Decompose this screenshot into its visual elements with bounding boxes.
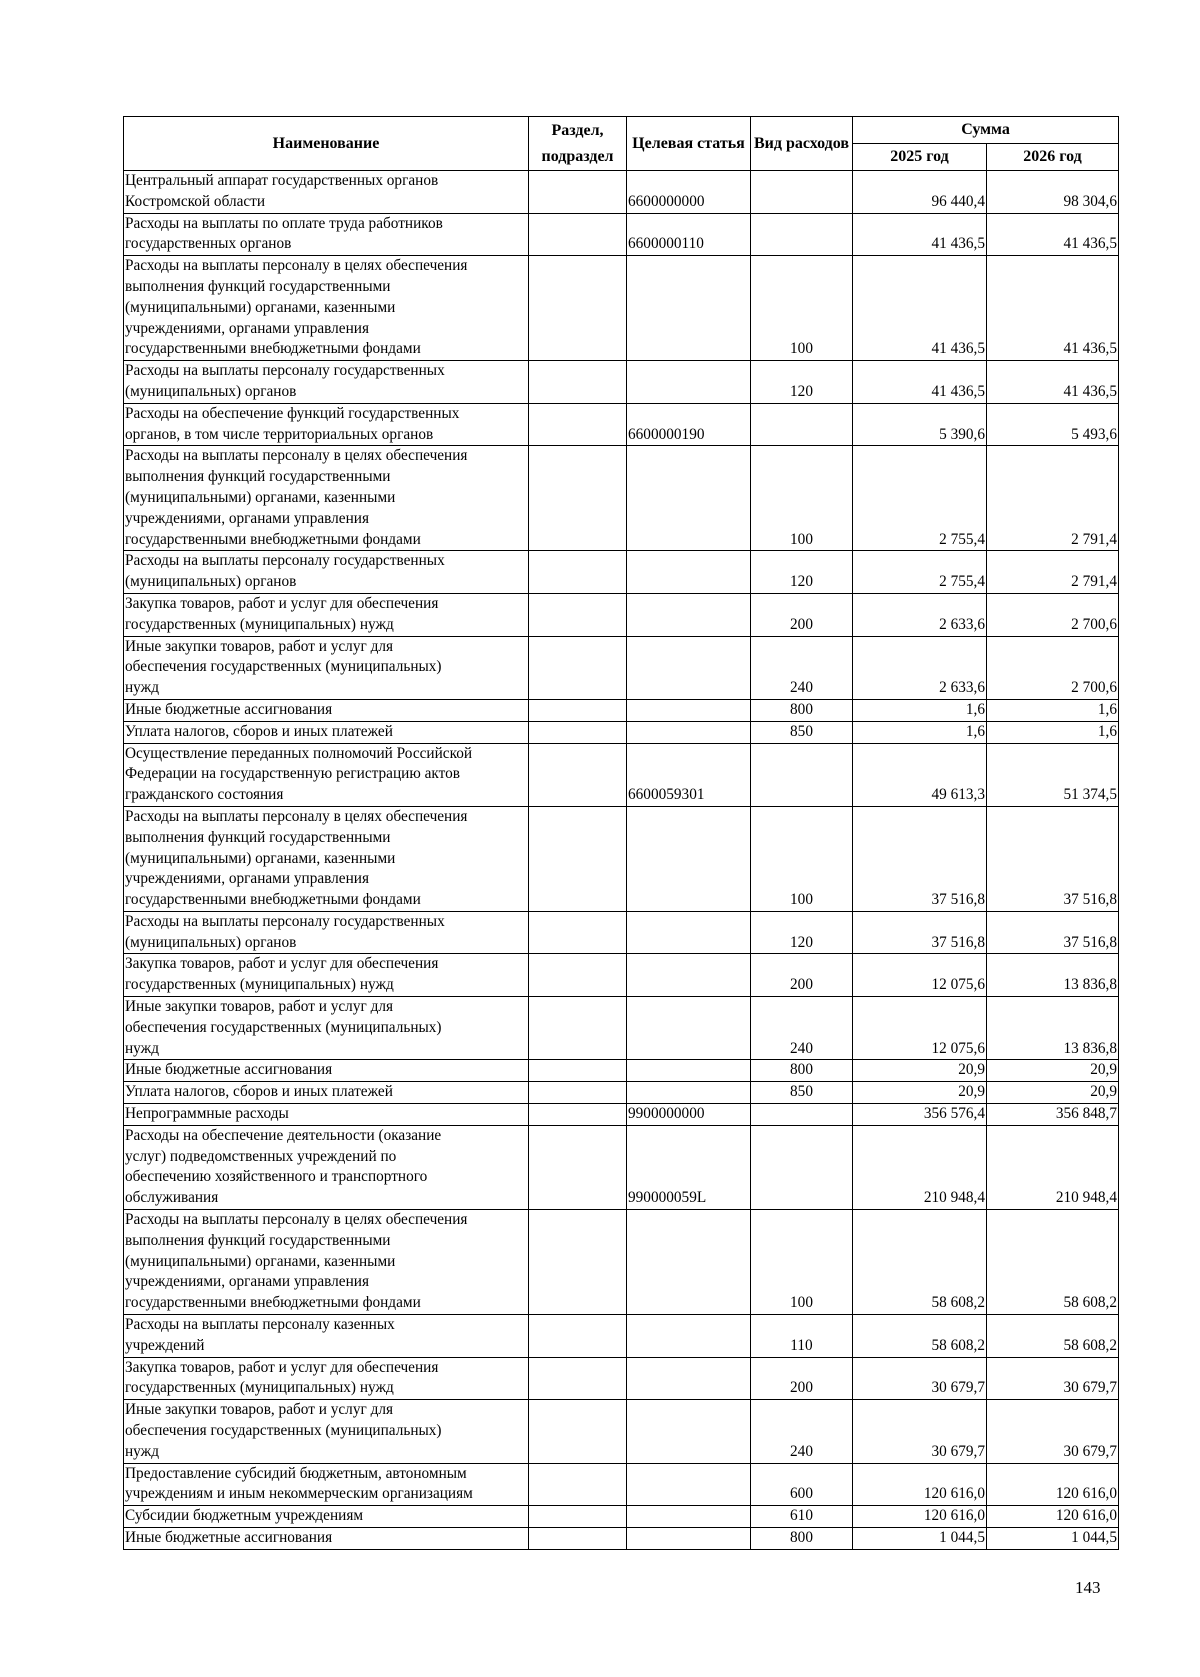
- row-sum-2026: 20,9: [987, 1060, 1119, 1082]
- row-razdel: [529, 171, 627, 214]
- row-sum-2025: 12 075,6: [853, 954, 987, 997]
- row-razdel: [529, 721, 627, 743]
- row-vid-rashodov: [751, 213, 853, 256]
- row-sum-2025: 12 075,6: [853, 997, 987, 1060]
- row-celevaya-statya: [627, 1528, 751, 1550]
- row-celevaya-statya: [627, 636, 751, 699]
- row-razdel: [529, 997, 627, 1060]
- row-name: Закупка товаров, работ и услуг для обеспечения государственных (муниципальных) нужд: [124, 593, 529, 636]
- row-razdel: [529, 1082, 627, 1104]
- header-summa: Сумма: [853, 117, 1119, 144]
- table-row: [124, 551, 1119, 594]
- row-celevaya-statya: [627, 997, 751, 1060]
- row-razdel: [529, 743, 627, 806]
- row-razdel: [529, 1104, 627, 1126]
- row-razdel: [529, 636, 627, 699]
- row-name: Расходы на выплаты по оплате труда работников государственных органов: [124, 213, 529, 256]
- table-row: [124, 1082, 1119, 1104]
- row-celevaya-statya: [627, 806, 751, 911]
- row-name: Расходы на выплаты персоналу государственных (муниципальных) органов: [124, 361, 529, 404]
- row-name: Субсидии бюджетным учреждениям: [124, 1506, 529, 1528]
- table-row: [124, 403, 1119, 446]
- row-name: Расходы на обеспечение деятельности (оказание услуг) подведомственных учреждений по обеспечению хозяйственного и транспортного обслуживания: [124, 1125, 529, 1209]
- row-razdel: [529, 446, 627, 551]
- row-celevaya-statya: [627, 593, 751, 636]
- table-row: [124, 636, 1119, 699]
- row-celevaya-statya: [627, 1315, 751, 1358]
- row-name: Расходы на выплаты персоналу государственных (муниципальных) органов: [124, 551, 529, 594]
- row-razdel: [529, 593, 627, 636]
- row-razdel: [529, 1060, 627, 1082]
- row-sum-2026: 120 616,0: [987, 1463, 1119, 1506]
- row-razdel: [529, 1400, 627, 1463]
- table-row: [124, 1060, 1119, 1082]
- row-celevaya-statya: 6600059301: [627, 743, 751, 806]
- row-name: Осуществление переданных полномочий Российской Федерации на государственную регистрацию актов гражданского состояния: [124, 743, 529, 806]
- header-name: Наименование: [124, 117, 529, 171]
- row-razdel: [529, 1528, 627, 1550]
- row-sum-2026: 98 304,6: [987, 171, 1119, 214]
- row-razdel: [529, 256, 627, 361]
- row-razdel: [529, 403, 627, 446]
- row-sum-2026: 120 616,0: [987, 1506, 1119, 1528]
- row-sum-2026: 356 848,7: [987, 1104, 1119, 1126]
- row-sum-2025: 41 436,5: [853, 213, 987, 256]
- row-vid-rashodov: 850: [751, 721, 853, 743]
- row-sum-2026: 2 791,4: [987, 446, 1119, 551]
- row-sum-2026: 37 516,8: [987, 911, 1119, 954]
- table-row: [124, 721, 1119, 743]
- row-sum-2026: 51 374,5: [987, 743, 1119, 806]
- row-vid-rashodov: 120: [751, 361, 853, 404]
- row-celevaya-statya: [627, 1082, 751, 1104]
- row-razdel: [529, 1506, 627, 1528]
- header-row: [124, 117, 1119, 144]
- table-row: [124, 806, 1119, 911]
- row-razdel: [529, 911, 627, 954]
- row-vid-rashodov: [751, 743, 853, 806]
- row-celevaya-statya: [627, 1463, 751, 1506]
- row-vid-rashodov: 600: [751, 1463, 853, 1506]
- row-celevaya-statya: [627, 721, 751, 743]
- row-sum-2026: 30 679,7: [987, 1400, 1119, 1463]
- row-vid-rashodov: 610: [751, 1506, 853, 1528]
- row-sum-2025: 2 755,4: [853, 551, 987, 594]
- row-vid-rashodov: 100: [751, 806, 853, 911]
- table-row: [124, 256, 1119, 361]
- row-vid-rashodov: 200: [751, 1357, 853, 1400]
- row-vid-rashodov: 100: [751, 446, 853, 551]
- row-sum-2025: 1,6: [853, 721, 987, 743]
- header-year-2025: 2025 год: [853, 144, 987, 171]
- row-sum-2025: 120 616,0: [853, 1463, 987, 1506]
- row-name: Непрограммные расходы: [124, 1104, 529, 1126]
- row-razdel: [529, 1315, 627, 1358]
- row-sum-2026: 1 044,5: [987, 1528, 1119, 1550]
- row-sum-2025: 2 633,6: [853, 636, 987, 699]
- row-razdel: [529, 806, 627, 911]
- row-name: Иные закупки товаров, работ и услуг для обеспечения государственных (муниципальных) нужд: [124, 1400, 529, 1463]
- table-row: [124, 1528, 1119, 1550]
- row-sum-2025: 41 436,5: [853, 361, 987, 404]
- row-vid-rashodov: [751, 1125, 853, 1209]
- header-celevaya-statya: Целевая статья: [627, 117, 751, 171]
- table-row: [124, 954, 1119, 997]
- table-row: [124, 446, 1119, 551]
- row-sum-2025: 120 616,0: [853, 1506, 987, 1528]
- row-vid-rashodov: 110: [751, 1315, 853, 1358]
- row-razdel: [529, 551, 627, 594]
- row-name: Иные закупки товаров, работ и услуг для обеспечения государственных (муниципальных) нужд: [124, 997, 529, 1060]
- row-sum-2026: 58 608,2: [987, 1210, 1119, 1315]
- row-sum-2025: 2 755,4: [853, 446, 987, 551]
- row-sum-2026: 1,6: [987, 721, 1119, 743]
- budget-table: [123, 116, 1119, 1550]
- row-razdel: [529, 954, 627, 997]
- row-celevaya-statya: 990000059L: [627, 1125, 751, 1209]
- row-celevaya-statya: [627, 1060, 751, 1082]
- row-sum-2026: 2 700,6: [987, 636, 1119, 699]
- row-sum-2025: 20,9: [853, 1082, 987, 1104]
- row-sum-2026: 30 679,7: [987, 1357, 1119, 1400]
- row-vid-rashodov: 240: [751, 997, 853, 1060]
- row-celevaya-statya: [627, 551, 751, 594]
- table-row: [124, 213, 1119, 256]
- table-row: [124, 743, 1119, 806]
- row-vid-rashodov: 100: [751, 256, 853, 361]
- row-name: Расходы на выплаты персоналу казенных учреждений: [124, 1315, 529, 1358]
- row-sum-2025: 30 679,7: [853, 1400, 987, 1463]
- row-name: Закупка товаров, работ и услуг для обеспечения государственных (муниципальных) нужд: [124, 1357, 529, 1400]
- row-vid-rashodov: 120: [751, 911, 853, 954]
- table-row: [124, 1400, 1119, 1463]
- row-sum-2025: 5 390,6: [853, 403, 987, 446]
- row-celevaya-statya: [627, 954, 751, 997]
- row-razdel: [529, 699, 627, 721]
- row-name: Иные бюджетные ассигнования: [124, 1528, 529, 1550]
- row-celevaya-statya: [627, 1210, 751, 1315]
- row-sum-2026: 13 836,8: [987, 997, 1119, 1060]
- row-sum-2026: 13 836,8: [987, 954, 1119, 997]
- row-vid-rashodov: 850: [751, 1082, 853, 1104]
- row-sum-2026: 37 516,8: [987, 806, 1119, 911]
- row-celevaya-statya: [627, 256, 751, 361]
- row-name: Предоставление субсидий бюджетным, автономным учреждениям и иным некоммерческим организациям: [124, 1463, 529, 1506]
- table-body: [124, 171, 1119, 1550]
- table-row: [124, 1463, 1119, 1506]
- table-row: [124, 171, 1119, 214]
- table-row: [124, 997, 1119, 1060]
- row-sum-2025: 30 679,7: [853, 1357, 987, 1400]
- row-celevaya-statya: [627, 361, 751, 404]
- row-sum-2026: 20,9: [987, 1082, 1119, 1104]
- row-razdel: [529, 1463, 627, 1506]
- table-row: [124, 361, 1119, 404]
- table-row: [124, 1125, 1119, 1209]
- table-row: [124, 1315, 1119, 1358]
- table-row: [124, 1210, 1119, 1315]
- row-sum-2026: 41 436,5: [987, 213, 1119, 256]
- row-razdel: [529, 213, 627, 256]
- table-row: [124, 1357, 1119, 1400]
- row-sum-2026: 2 700,6: [987, 593, 1119, 636]
- table-row: [124, 911, 1119, 954]
- row-name: Уплата налогов, сборов и иных платежей: [124, 721, 529, 743]
- row-vid-rashodov: 100: [751, 1210, 853, 1315]
- row-name: Иные бюджетные ассигнования: [124, 699, 529, 721]
- row-celevaya-statya: 6600000190: [627, 403, 751, 446]
- row-celevaya-statya: 9900000000: [627, 1104, 751, 1126]
- row-celevaya-statya: [627, 1357, 751, 1400]
- header-razdel: Раздел, подраздел: [529, 117, 627, 171]
- row-sum-2025: 37 516,8: [853, 806, 987, 911]
- row-name: Расходы на выплаты персоналу в целях обеспечения выполнения функций государственными (муниципальными) органами, казенными учреждениями, органами управления государственными внебюджетными фондами: [124, 446, 529, 551]
- row-celevaya-statya: [627, 699, 751, 721]
- row-sum-2025: 96 440,4: [853, 171, 987, 214]
- header-year-2026: 2026 год: [987, 144, 1119, 171]
- row-sum-2026: 1,6: [987, 699, 1119, 721]
- row-name: Иные закупки товаров, работ и услуг для обеспечения государственных (муниципальных) нужд: [124, 636, 529, 699]
- row-sum-2026: 210 948,4: [987, 1125, 1119, 1209]
- row-razdel: [529, 1357, 627, 1400]
- row-vid-rashodov: [751, 171, 853, 214]
- row-sum-2025: 20,9: [853, 1060, 987, 1082]
- row-sum-2026: 41 436,5: [987, 256, 1119, 361]
- row-celevaya-statya: [627, 446, 751, 551]
- row-vid-rashodov: 240: [751, 1400, 853, 1463]
- row-name: Расходы на выплаты персоналу государственных (муниципальных) органов: [124, 911, 529, 954]
- row-sum-2026: 58 608,2: [987, 1315, 1119, 1358]
- row-sum-2026: 5 493,6: [987, 403, 1119, 446]
- row-vid-rashodov: 120: [751, 551, 853, 594]
- row-sum-2025: 41 436,5: [853, 256, 987, 361]
- row-name: Расходы на обеспечение функций государственных органов, в том числе территориальных органов: [124, 403, 529, 446]
- row-name: Иные бюджетные ассигнования: [124, 1060, 529, 1082]
- row-vid-rashodov: 800: [751, 1060, 853, 1082]
- row-vid-rashodov: 200: [751, 954, 853, 997]
- row-sum-2025: 210 948,4: [853, 1125, 987, 1209]
- row-vid-rashodov: [751, 1104, 853, 1126]
- row-celevaya-statya: 6600000110: [627, 213, 751, 256]
- row-name: Центральный аппарат государственных органов Костромской области: [124, 171, 529, 214]
- row-vid-rashodov: 240: [751, 636, 853, 699]
- row-razdel: [529, 361, 627, 404]
- row-vid-rashodov: 200: [751, 593, 853, 636]
- row-vid-rashodov: 800: [751, 1528, 853, 1550]
- row-sum-2025: 37 516,8: [853, 911, 987, 954]
- row-razdel: [529, 1210, 627, 1315]
- row-celevaya-statya: [627, 1400, 751, 1463]
- row-sum-2026: 2 791,4: [987, 551, 1119, 594]
- row-celevaya-statya: 6600000000: [627, 171, 751, 214]
- row-sum-2025: 356 576,4: [853, 1104, 987, 1126]
- row-name: Расходы на выплаты персоналу в целях обеспечения выполнения функций государственными (муниципальными) органами, казенными учреждениями, органами управления государственными внебюджетными фондами: [124, 256, 529, 361]
- header-vid-rashodov: Вид расходов: [751, 117, 853, 171]
- row-celevaya-statya: [627, 911, 751, 954]
- row-sum-2025: 49 613,3: [853, 743, 987, 806]
- row-sum-2026: 41 436,5: [987, 361, 1119, 404]
- table-row: [124, 699, 1119, 721]
- table-row: [124, 1506, 1119, 1528]
- table-row: [124, 1104, 1119, 1126]
- page-number: 143: [1075, 1578, 1101, 1597]
- row-name: Уплата налогов, сборов и иных платежей: [124, 1082, 529, 1104]
- row-sum-2025: 1,6: [853, 699, 987, 721]
- row-name: Закупка товаров, работ и услуг для обеспечения государственных (муниципальных) нужд: [124, 954, 529, 997]
- row-vid-rashodov: [751, 403, 853, 446]
- row-sum-2025: 58 608,2: [853, 1210, 987, 1315]
- row-celevaya-statya: [627, 1506, 751, 1528]
- row-razdel: [529, 1125, 627, 1209]
- row-vid-rashodov: 800: [751, 699, 853, 721]
- table-row: [124, 593, 1119, 636]
- row-sum-2025: 1 044,5: [853, 1528, 987, 1550]
- row-name: Расходы на выплаты персоналу в целях обеспечения выполнения функций государственными (муниципальными) органами, казенными учреждениями, органами управления государственными внебюджетными фондами: [124, 806, 529, 911]
- row-name: Расходы на выплаты персоналу в целях обеспечения выполнения функций государственными (муниципальными) органами, казенными учреждениями, органами управления государственными внебюджетными фондами: [124, 1210, 529, 1315]
- row-sum-2025: 58 608,2: [853, 1315, 987, 1358]
- row-sum-2025: 2 633,6: [853, 593, 987, 636]
